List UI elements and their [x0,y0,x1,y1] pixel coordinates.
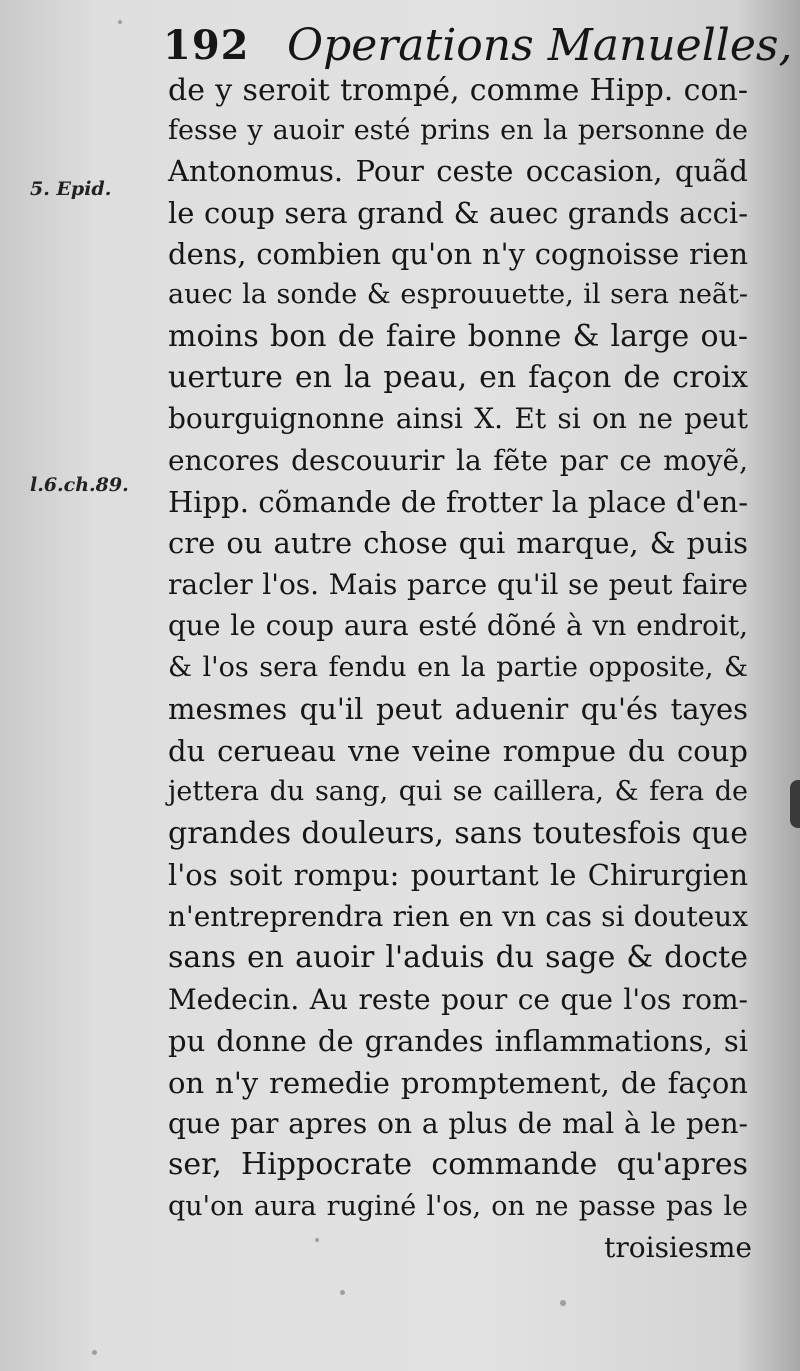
text-line: fesse y auoir esté prins en la personne de [168,115,748,146]
text-line: Hipp. cõmande de frotter la place d'en- [168,485,748,519]
paper-speck [92,1350,97,1355]
running-title: Operations Manuelles, [287,20,793,71]
text-line: uerture en la peau, en façon de croix [168,360,748,395]
text-line: l'os soit rompu: pourtant le Chirurgien [168,858,748,892]
text-line: dens, combien qu'on n'y cognoisse rien [168,237,748,271]
text-line: Antonomus. Pour ceste occasion, quãd [168,154,748,188]
text-line: sans en auoir l'aduis du sage & docte [168,940,748,975]
paper-speck [340,1290,345,1295]
text-line: mesmes qu'il peut aduenir qu'és tayes [168,692,748,726]
text-line: auec la sonde & esprouuette, il sera neãt- [168,279,748,310]
page-edge-mark [790,780,800,828]
text-line: grandes douleurs, sans toutesfois que [168,816,748,851]
text-line: jettera du sang, qui se caillera, & fera de [168,776,748,807]
running-header [163,18,793,71]
text-line: de y seroit trompé, comme Hipp. con- [168,73,748,108]
text-line: moins bon de faire bonne & large ou- [168,319,748,354]
text-line: le coup sera grand & auec grands acci- [168,196,748,230]
text-line: encores descouurir la fẽte par ce moyẽ, [168,444,748,477]
paper-speck [560,1300,566,1306]
text-line: ser, Hippocrate commande qu'apres [168,1147,748,1182]
text-line: pu donne de grandes inflammations, si [168,1024,748,1058]
text-line: on n'y remedie promptement, de façon [168,1066,748,1100]
text-line: qu'on aura ruginé l'os, on ne passe pas le [168,1191,748,1222]
text-line: que le coup aura esté dõné à vn endroit, [168,609,748,642]
text-line: que par apres on a plus de mal à le pen- [168,1107,748,1140]
margin-note-epid: 5. Epid. [30,178,112,200]
paper-speck [315,1238,319,1242]
page-number: 192 [163,22,250,69]
paper-speck [118,20,122,24]
margin-note-chapter: l.6.ch.89. [30,474,129,496]
text-line: bourguignonne ainsi X. Et si on ne peut [168,402,748,435]
text-line: Medecin. Au reste pour ce que l'os rom- [168,983,748,1016]
text-line: racler l'os. Mais parce qu'il se peut faire [168,568,748,601]
text-line: cre ou autre chose qui marque, & puis [168,526,748,560]
catchword: troisiesme [604,1231,752,1264]
text-line: & l'os sera fendu en la partie opposite, & [168,652,748,683]
text-line: n'entreprendra rien en vn cas si douteux [168,900,748,933]
text-line: du cerueau vne veine rompue du coup [168,734,748,768]
